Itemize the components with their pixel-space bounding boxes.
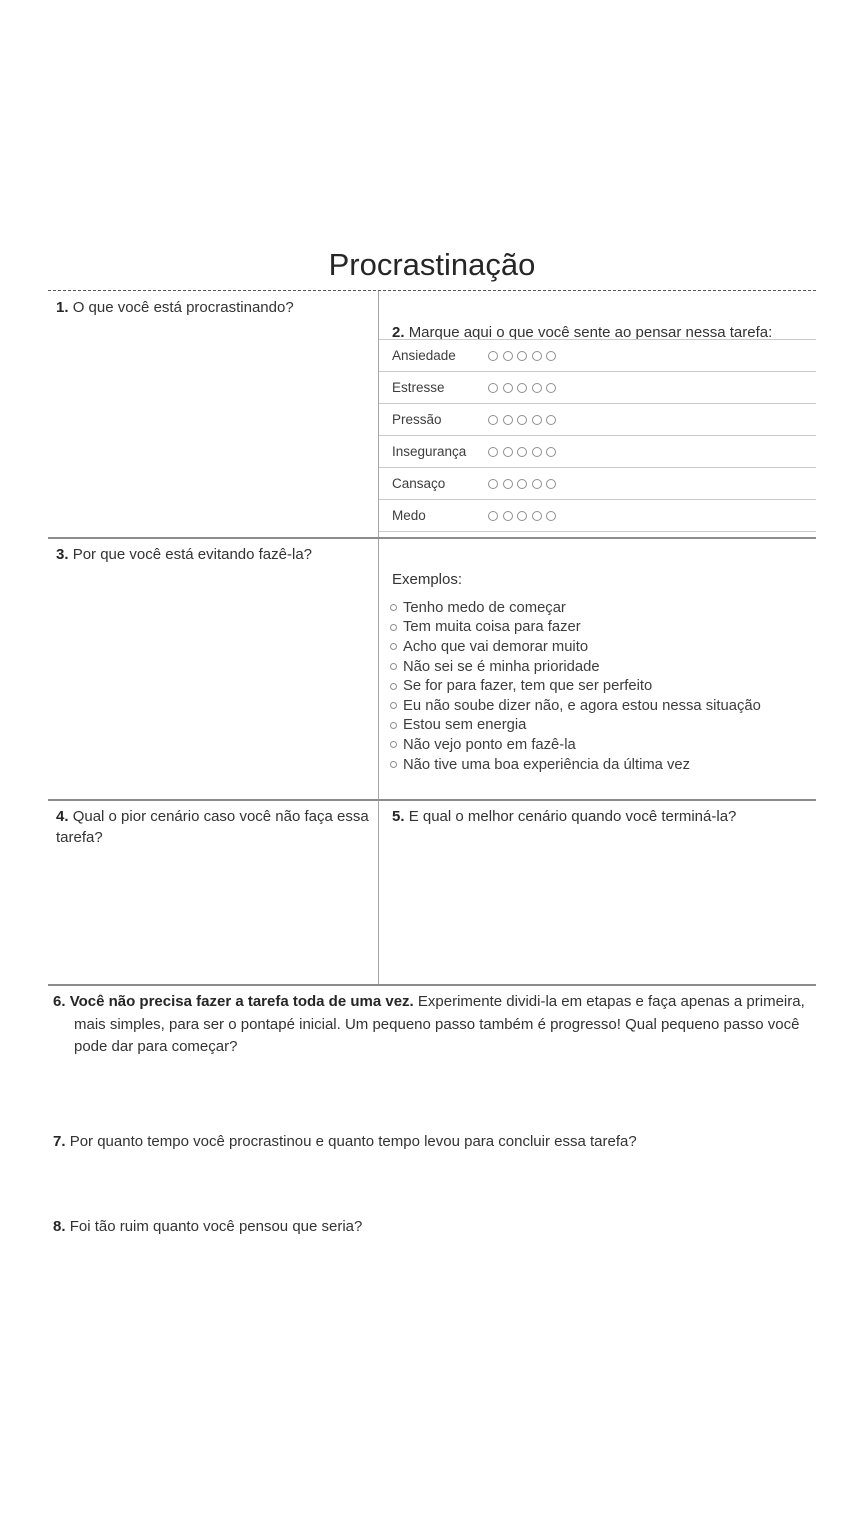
question-1-text: O que você está procrastinando? xyxy=(72,299,294,316)
rating-circle[interactable] xyxy=(546,479,556,489)
rating-scale xyxy=(488,447,556,457)
feelings-table xyxy=(379,339,816,532)
rating-scale xyxy=(488,415,556,425)
rating-circle[interactable] xyxy=(503,511,513,521)
rating-circle[interactable] xyxy=(503,383,513,393)
rating-circle[interactable] xyxy=(532,447,542,457)
rating-circle[interactable] xyxy=(488,351,498,361)
rating-circle[interactable] xyxy=(488,479,498,489)
rating-circle[interactable] xyxy=(488,415,498,425)
circle-bullet-icon xyxy=(390,702,397,709)
rating-circle[interactable] xyxy=(546,351,556,361)
example-text: Tem muita coisa para fazer xyxy=(403,619,581,636)
question-3-text: Por que você está evitando fazê-la? xyxy=(72,546,313,563)
feeling-label: Ansiedade xyxy=(392,348,456,363)
example-item xyxy=(390,716,816,736)
circle-bullet-icon xyxy=(390,643,397,650)
example-text: Não sei se é minha prioridade xyxy=(403,658,600,675)
feeling-row xyxy=(379,404,816,436)
rating-circle[interactable] xyxy=(517,511,527,521)
question-2-text: Marque aqui o que você sente ao pensar nessa tarefa: xyxy=(408,324,773,341)
title-divider xyxy=(48,290,816,291)
circle-bullet-icon xyxy=(390,663,397,670)
feeling-label: Insegurança xyxy=(392,444,467,459)
rating-circle[interactable] xyxy=(488,383,498,393)
circle-bullet-icon xyxy=(390,683,397,690)
example-text: Não vejo ponto em fazê-la xyxy=(403,736,576,753)
example-item xyxy=(390,696,816,716)
section-divider xyxy=(48,799,816,801)
example-text: Se for para fazer, tem que ser perfeito xyxy=(403,678,653,695)
rating-circle[interactable] xyxy=(488,447,498,457)
example-item xyxy=(390,637,816,657)
question-2-number: 2. xyxy=(392,324,405,341)
feeling-row xyxy=(379,340,816,372)
rating-circle[interactable] xyxy=(532,383,542,393)
rating-circle[interactable] xyxy=(546,447,556,457)
rating-circle[interactable] xyxy=(532,479,542,489)
question-6-bold-text: Você não precisa fazer a tarefa toda de uma vez. xyxy=(69,993,414,1010)
example-item xyxy=(390,676,816,696)
circle-bullet-icon xyxy=(390,741,397,748)
question-8 xyxy=(53,1216,813,1237)
section-divider xyxy=(48,984,816,986)
rating-scale xyxy=(488,511,556,521)
question-7-text: Por quanto tempo você procrastinou e quanto tempo levou para concluir essa tarefa? xyxy=(69,1133,637,1150)
feeling-row xyxy=(379,372,816,404)
question-6 xyxy=(53,991,809,1059)
rating-circle[interactable] xyxy=(503,351,513,361)
rating-scale xyxy=(488,383,556,393)
rating-circle[interactable] xyxy=(517,383,527,393)
question-1-number: 1. xyxy=(56,299,69,316)
rating-circle[interactable] xyxy=(532,415,542,425)
rating-scale xyxy=(488,351,556,361)
rating-circle[interactable] xyxy=(546,511,556,521)
rating-circle[interactable] xyxy=(517,351,527,361)
rating-scale xyxy=(488,479,556,489)
rating-circle[interactable] xyxy=(532,351,542,361)
question-8-text: Foi tão ruim quanto você pensou que seria? xyxy=(69,1218,363,1235)
example-text: Acho que vai demorar muito xyxy=(403,638,589,655)
rating-circle[interactable] xyxy=(517,415,527,425)
circle-bullet-icon xyxy=(390,722,397,729)
examples-list xyxy=(390,598,816,774)
feeling-label: Estresse xyxy=(392,380,445,395)
rating-circle[interactable] xyxy=(532,511,542,521)
example-text: Estou sem energia xyxy=(403,717,527,734)
question-7-number: 7. xyxy=(53,1133,66,1150)
rating-circle[interactable] xyxy=(517,447,527,457)
question-8-number: 8. xyxy=(53,1218,66,1235)
question-7 xyxy=(53,1131,813,1152)
feeling-label: Cansaço xyxy=(392,476,446,491)
feeling-row xyxy=(379,500,816,532)
rating-circle[interactable] xyxy=(546,383,556,393)
circle-bullet-icon xyxy=(390,761,397,768)
question-4-number: 4. xyxy=(56,808,69,825)
feeling-label: Medo xyxy=(392,508,426,523)
example-item xyxy=(390,755,816,775)
example-item xyxy=(390,598,816,618)
page-title: Procrastinação xyxy=(328,247,536,282)
rating-circle[interactable] xyxy=(503,415,513,425)
example-item xyxy=(390,735,816,755)
circle-bullet-icon xyxy=(390,604,397,611)
feeling-row xyxy=(379,468,816,500)
feeling-row xyxy=(379,436,816,468)
example-text: Não tive uma boa experiência da última vez xyxy=(403,756,691,773)
question-5-text: E qual o melhor cenário quando você terminá-la? xyxy=(408,808,737,825)
rating-circle[interactable] xyxy=(503,479,513,489)
question-5-number: 5. xyxy=(392,808,405,825)
example-item xyxy=(390,657,816,677)
rating-circle[interactable] xyxy=(503,447,513,457)
section-divider xyxy=(48,537,816,539)
rating-circle[interactable] xyxy=(517,479,527,489)
rating-circle[interactable] xyxy=(488,511,498,521)
question-6-text: Experimente dividi-la em etapas e faça apenas a primeira, mais simples, para ser o pontapé inicial. Um pequeno passo também é progresso! Qual pequeno passo você pode dar para começar? xyxy=(74,993,805,1055)
circle-bullet-icon xyxy=(390,624,397,631)
question-3 xyxy=(56,544,368,565)
examples-label: Exemplos: xyxy=(392,571,463,588)
question-6-number: 6. xyxy=(53,993,66,1010)
example-item xyxy=(390,618,816,638)
feeling-label: Pressão xyxy=(392,412,442,427)
question-3-number: 3. xyxy=(56,546,69,563)
question-4 xyxy=(56,806,374,848)
question-4-text: Qual o pior cenário caso você não faça essa tarefa? xyxy=(56,808,369,846)
example-text: Eu não soube dizer não, e agora estou nessa situação xyxy=(403,697,761,714)
example-text: Tenho medo de começar xyxy=(403,599,566,616)
rating-circle[interactable] xyxy=(546,415,556,425)
question-5 xyxy=(392,806,812,827)
question-1 xyxy=(56,297,366,318)
